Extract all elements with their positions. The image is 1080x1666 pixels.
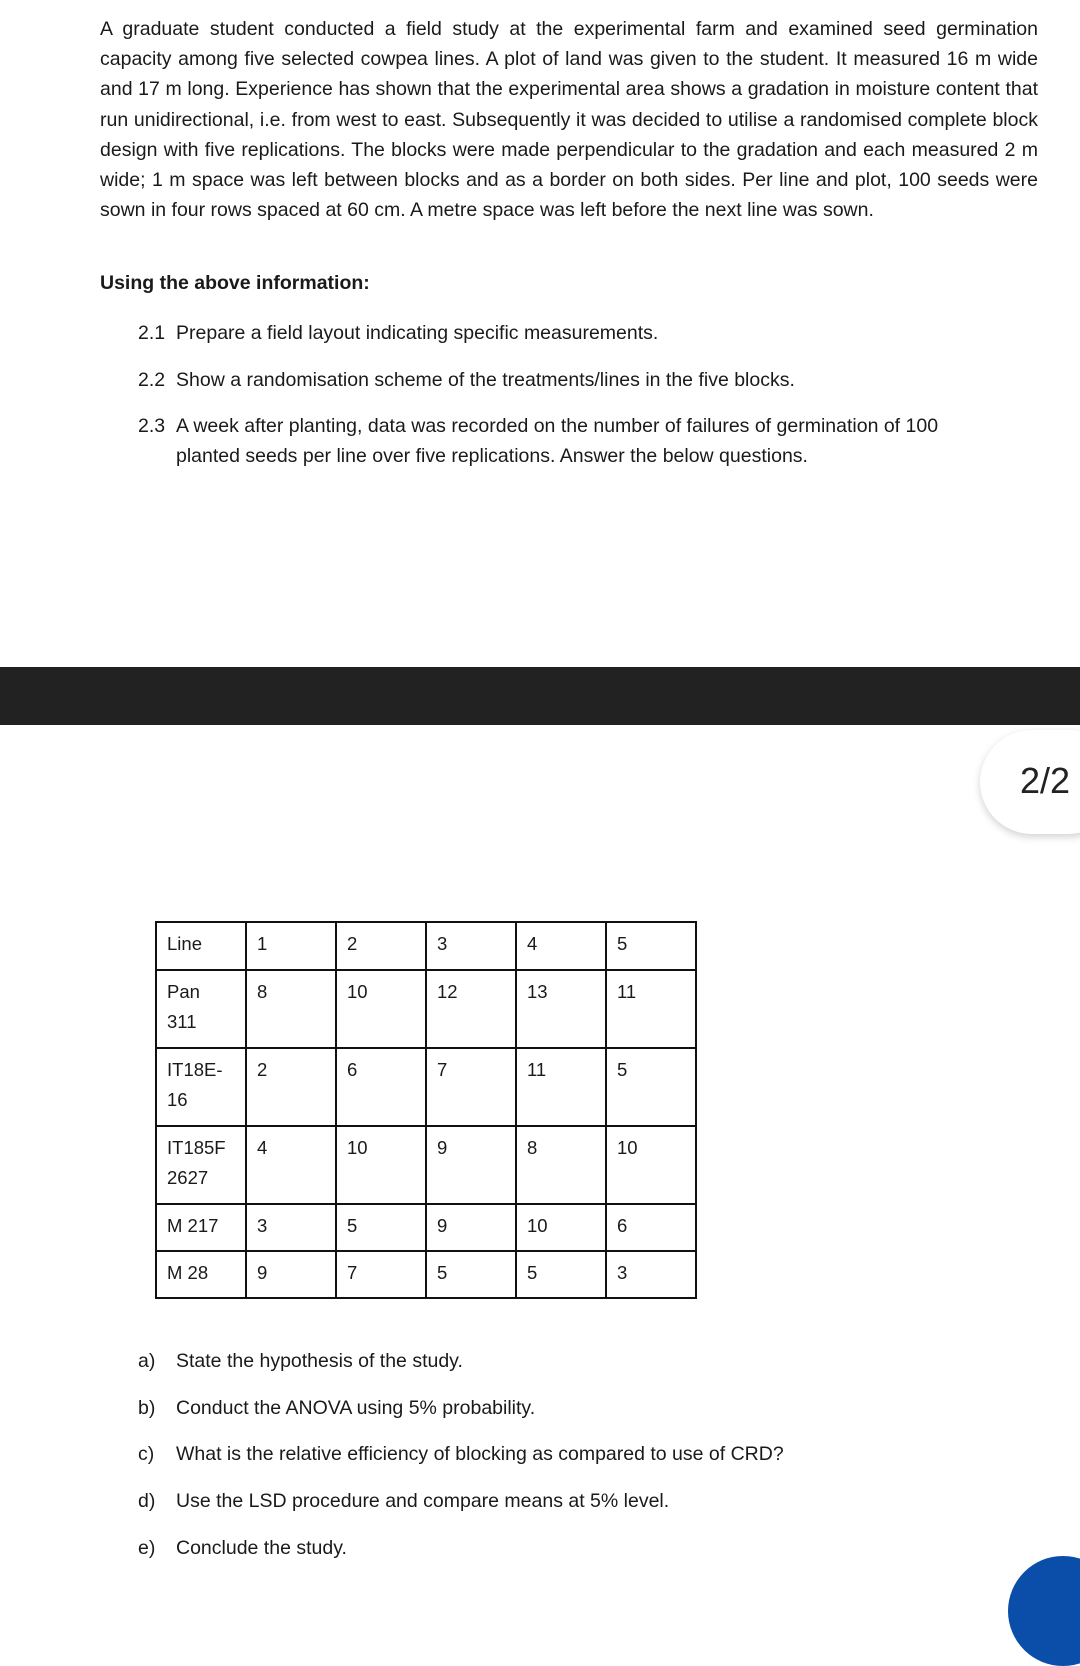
table-row — [156, 1126, 696, 1204]
line-name-cont: 16 — [167, 1089, 188, 1110]
question-2-1 — [138, 318, 1018, 348]
value-cell: 12 — [426, 970, 516, 1048]
value-cell: 8 — [516, 1126, 606, 1204]
question-text: Prepare a field layout indicating specific measurements. — [176, 322, 659, 344]
value-cell: 5 — [426, 1251, 516, 1298]
line-cell — [156, 1126, 246, 1204]
value-cell: 5 — [606, 1048, 696, 1126]
subquestion-text: State the hypothesis of the study. — [176, 1350, 463, 1372]
subquestion-b — [138, 1395, 535, 1421]
question-2-2 — [138, 365, 1018, 395]
value-cell: 13 — [516, 970, 606, 1048]
question-text: A week after planting, data was recorded on the number of failures of germination of 100 — [176, 415, 939, 437]
question-2-3 — [138, 411, 1018, 471]
line-name-cont: 2627 — [167, 1167, 209, 1188]
value-cell: 8 — [246, 970, 336, 1048]
header-cell: 2 — [336, 922, 426, 970]
value-cell: 10 — [336, 1126, 426, 1204]
page-indicator-label: 2/2 — [1020, 760, 1071, 801]
line-name: IT185F — [167, 1137, 226, 1158]
subquestion-a — [138, 1348, 463, 1374]
value-cell: 11 — [516, 1048, 606, 1126]
header-cell: 1 — [246, 922, 336, 970]
question-text-continued: planted seeds per line over five replications. Answer the below questions. — [176, 445, 808, 467]
germination-failure-table — [155, 921, 697, 1299]
floating-action-button[interactable] — [1008, 1556, 1080, 1666]
header-cell: 3 — [426, 922, 516, 970]
subquestion-label: a) — [138, 1350, 156, 1372]
value-cell: 3 — [606, 1251, 696, 1298]
intro-paragraph: A graduate student conducted a field study at the experimental farm and examined seed germination capacity among five selected cowpea lines. A plot of land was given to the student. It measured 16 m wide and 17 m long. Experience has shown that the experimental area shows a gradation in moisture content that run unidirectional, i.e. from west to east. Subsequently it was decided to utilise a randomised complete block design with five replications. The blocks were made perpendicular to the gradation and each measured 2 m wide; 1 m space was left between blocks and as a border on both sides. Per line and plot, 100 seeds were sown in four rows spaced at 60 cm. A metre space was left before the next line was sown. — [100, 18, 1038, 222]
value-cell: 2 — [246, 1048, 336, 1126]
table-row — [156, 1204, 696, 1251]
subquestion-e — [138, 1535, 347, 1561]
value-cell: 5 — [516, 1251, 606, 1298]
section-heading: Using the above information: — [100, 272, 370, 294]
page-indicator — [980, 730, 1080, 834]
value-cell: 10 — [606, 1126, 696, 1204]
subquestion-c — [138, 1441, 784, 1467]
value-cell: 7 — [336, 1251, 426, 1298]
subquestion-label: c) — [138, 1443, 155, 1465]
value-cell: 6 — [606, 1204, 696, 1251]
subquestion-label: b) — [138, 1397, 156, 1419]
question-number: 2.3 — [138, 415, 166, 437]
line-name: Pan — [167, 981, 200, 1002]
subquestion-text: Conduct the ANOVA using 5% probability. — [176, 1397, 536, 1419]
subquestion-d — [138, 1488, 669, 1514]
value-cell: 11 — [606, 970, 696, 1048]
value-cell: 5 — [336, 1204, 426, 1251]
table-header-row — [156, 922, 696, 970]
question-number: 2.1 — [138, 322, 166, 344]
line-cell: M 217 — [156, 1204, 246, 1251]
question-text: Show a randomisation scheme of the treatments/lines in the five blocks. — [176, 369, 795, 391]
subquestion-label: e) — [138, 1537, 156, 1559]
value-cell: 6 — [336, 1048, 426, 1126]
line-cell — [156, 1048, 246, 1126]
table-row — [156, 970, 696, 1048]
subquestion-text: Conclude the study. — [176, 1537, 347, 1559]
header-cell: Line — [156, 922, 246, 970]
value-cell: 9 — [426, 1126, 516, 1204]
question-number: 2.2 — [138, 369, 166, 391]
line-name-cont: 311 — [167, 1011, 197, 1032]
line-name: IT18E- — [167, 1059, 223, 1080]
subquestion-text: What is the relative efficiency of blocking as compared to use of CRD? — [176, 1443, 784, 1465]
subquestion-label: d) — [138, 1490, 156, 1512]
table-row — [156, 1251, 696, 1298]
value-cell: 10 — [516, 1204, 606, 1251]
page-separator-band — [0, 667, 1080, 725]
value-cell: 9 — [426, 1204, 516, 1251]
table-row — [156, 1048, 696, 1126]
header-cell: 5 — [606, 922, 696, 970]
value-cell: 4 — [246, 1126, 336, 1204]
header-cell: 4 — [516, 922, 606, 970]
value-cell: 3 — [246, 1204, 336, 1251]
line-cell: M 28 — [156, 1251, 246, 1298]
value-cell: 10 — [336, 970, 426, 1048]
line-cell — [156, 970, 246, 1048]
subquestion-text: Use the LSD procedure and compare means at 5% level. — [176, 1490, 670, 1512]
value-cell: 7 — [426, 1048, 516, 1126]
value-cell: 9 — [246, 1251, 336, 1298]
